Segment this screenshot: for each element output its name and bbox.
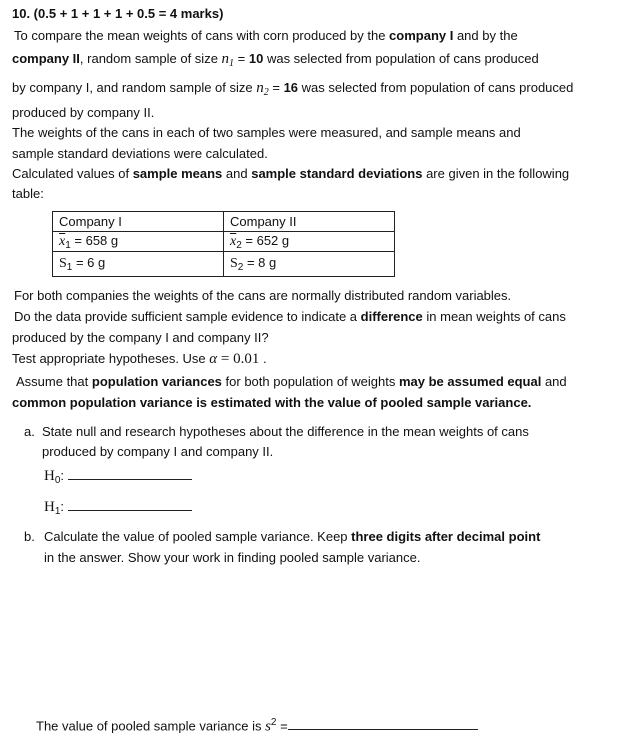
table-header-company-2: Company II [224, 212, 395, 232]
alpha-symbol: α [209, 351, 218, 367]
table-header-company-1: Company I [53, 212, 224, 232]
table-row [53, 232, 395, 252]
mean-company-2: $\overline{x}_2 = 652$ g [224, 232, 395, 252]
research-hypothesis-blank[interactable] [68, 498, 192, 511]
table-row [53, 212, 395, 232]
table-row [53, 252, 395, 277]
question-header: 10. (0.5 + 1 + 1 + 1 + 0.5 = 4 marks) [12, 6, 224, 21]
answer-line: The value of pooled sample variance is $s^2$ = [36, 713, 478, 736]
sd-company-1: $S_1 = 6$ g [53, 252, 224, 277]
mean-company-1: $\overline{x}_1 = 658$ g [53, 232, 224, 252]
null-hypothesis-line: $H_0$: [44, 466, 192, 491]
sample-statistics-table [52, 211, 395, 277]
null-hypothesis-blank[interactable] [68, 467, 192, 480]
pooled-variance-answer-blank[interactable] [288, 717, 478, 730]
n2-symbol: $n_2$ [256, 80, 269, 98]
sd-company-2: $S_2 = 8$ g [224, 252, 395, 277]
research-hypothesis-line: $H_1$: [44, 497, 192, 522]
n1-symbol: $n_1$ [221, 51, 235, 69]
